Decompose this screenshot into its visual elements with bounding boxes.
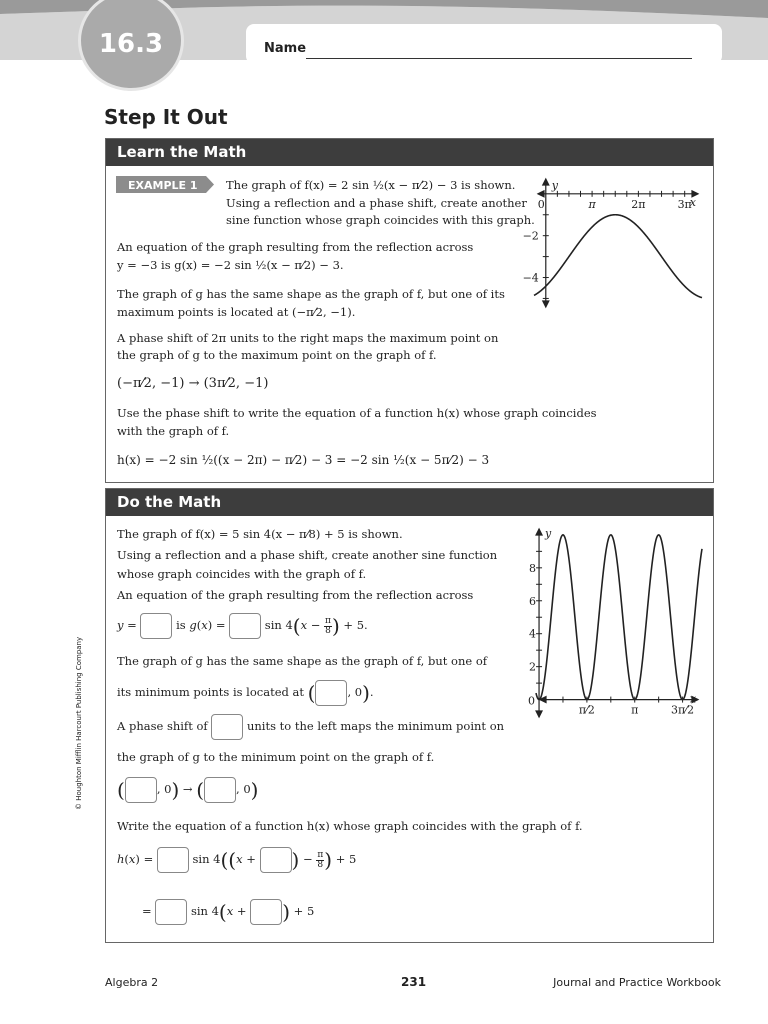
use-line1: Use the phase shift to write the equation of a function h(x) whose graph coincides xyxy=(117,406,597,420)
answer-box-amplitude[interactable] xyxy=(229,613,261,639)
reflection-line1: An equation of the graph resulting from the reflection across xyxy=(117,240,474,254)
example-intro-line2: Using a reflection and a phase shift, create another xyxy=(226,196,527,210)
do-line7-row: its minimum points is located at ( , 0). xyxy=(117,681,374,705)
answer-box-point-f[interactable] xyxy=(204,777,236,803)
learn-the-math-box xyxy=(105,138,714,483)
name-label: Name xyxy=(264,41,307,56)
sine-curve xyxy=(534,215,702,298)
x-tick-label-pi-over-2: π⁄2 xyxy=(578,703,595,717)
name-line xyxy=(306,58,692,59)
x-tick-label-pi: π xyxy=(631,703,639,717)
example-tag xyxy=(116,176,214,193)
do-line1: The graph of f(x) = 5 sin 4(x − π⁄8) + 5 is shown. xyxy=(117,527,403,541)
x-tick-label-0: 0 xyxy=(528,694,536,708)
y-tick-label-6: 6 xyxy=(529,594,537,608)
x-tick-label-pi: π xyxy=(588,197,596,211)
answer-box-simplified-amplitude[interactable] xyxy=(155,899,187,925)
reflection-line2: y = −3 is g(x) = −2 sin ½(x − π⁄2) − 3. xyxy=(117,258,344,272)
do-graph xyxy=(528,525,702,721)
x-axis-label: x xyxy=(689,692,696,706)
x-tick-label-3pi: 3π xyxy=(677,197,692,211)
y-tick-label-4: 4 xyxy=(529,627,537,641)
lesson-number: 16.3 xyxy=(98,29,164,59)
do-line10-row: ( , 0) → ( , 0) xyxy=(117,778,259,802)
y-tick-label-8: 8 xyxy=(529,561,537,575)
example-intro-line1: The graph of f(x) = 2 sin ½(x − π⁄2) − 3 is shown. xyxy=(226,178,516,192)
shape-line2: maximum points is located at (−π⁄2, −1). xyxy=(117,305,356,319)
y-axis-arrow-down xyxy=(543,301,549,307)
lesson-badge xyxy=(78,0,184,91)
answer-box-phase-shift[interactable] xyxy=(211,714,243,740)
final-equation: h(x) = −2 sin ½((x − 2π) − π⁄2) − 3 = −2 sin ½(x − 5π⁄2) − 3 xyxy=(117,453,490,467)
do-line11: Write the equation of a function h(x) whose graph coincides with the graph of f. xyxy=(117,819,583,833)
learn-header: Learn the Math xyxy=(106,139,713,166)
y-tick-label-2: 2 xyxy=(529,660,537,674)
do-line4: An equation of the graph resulting from the reflection across xyxy=(117,588,474,602)
y-axis-arrow-up xyxy=(543,179,549,185)
x-tick-label-3pi-over-2: 3π⁄2 xyxy=(671,703,695,717)
do-line5-row: y = is g(x) = sin 4(x − $\frac{\pi}{8}$ ) + 5. xyxy=(117,614,368,638)
footer-page-number: 231 xyxy=(401,975,427,989)
y-axis-label: y xyxy=(551,179,559,192)
do-line3: whose graph coincides with the graph of f. xyxy=(117,567,367,581)
do-header: Do the Math xyxy=(106,489,713,516)
point-mapping: (−π⁄2, −1) → (3π⁄2, −1) xyxy=(117,376,269,391)
do-line6: The graph of g has the same shape as the graph of f, but one of xyxy=(117,654,487,668)
y-axis-arrow-up xyxy=(536,529,542,535)
do-line8-row: A phase shift of units to the left maps the minimum point on xyxy=(117,714,504,740)
example-intro-line3: sine function whose graph coincides with this graph. xyxy=(226,213,535,227)
shift-line2: the graph of g to the maximum point on the graph of f. xyxy=(117,348,437,362)
x-tick-label-2pi: 2π xyxy=(631,197,646,211)
answer-box-h-shift[interactable] xyxy=(260,847,292,873)
do-line9: the graph of g to the minimum point on the graph of f. xyxy=(117,750,435,764)
example-graph xyxy=(522,175,702,311)
copyright-notice: © Houghton Mifflin Harcourt Publishing Company xyxy=(75,636,83,810)
answer-box-minimum-x[interactable] xyxy=(315,680,347,706)
name-field[interactable] xyxy=(246,24,722,64)
do-line2: Using a reflection and a phase shift, create another sine function xyxy=(117,548,498,562)
shift-line1: A phase shift of 2π units to the right maps the maximum point on xyxy=(117,331,499,345)
x-tick-label-0: 0 xyxy=(537,197,545,211)
sine-curve xyxy=(536,535,702,700)
answer-box-point-g[interactable] xyxy=(125,777,157,803)
x-axis-arrow-left xyxy=(538,191,544,197)
y-tick-label-neg4: −4 xyxy=(522,271,539,285)
section-title: Step It Out xyxy=(104,105,228,129)
shape-line1: The graph of g has the same shape as the graph of f, but one of its xyxy=(117,287,505,301)
answer-box-reflection-line[interactable] xyxy=(140,613,172,639)
x-axis-label: x xyxy=(689,195,696,209)
do-line12-row: h(x) = sin 4((x + ) − $\frac{\pi}{8}$ ) + 5 xyxy=(117,848,357,872)
do-the-math-box xyxy=(105,488,714,943)
y-axis-arrow-down xyxy=(536,711,542,717)
answer-box-simplified-shift[interactable] xyxy=(250,899,282,925)
y-tick-label-neg2: −2 xyxy=(522,229,539,243)
use-line2: with the graph of f. xyxy=(117,424,230,438)
example-label: EXAMPLE 1 xyxy=(128,179,198,192)
footer-book-title: Algebra 2 xyxy=(105,976,159,989)
footer-workbook-title: Journal and Practice Workbook xyxy=(553,976,721,989)
answer-box-h-amplitude[interactable] xyxy=(157,847,189,873)
y-axis-label: y xyxy=(545,527,552,540)
do-line13-row: = sin 4(x + ) + 5 xyxy=(142,900,315,924)
